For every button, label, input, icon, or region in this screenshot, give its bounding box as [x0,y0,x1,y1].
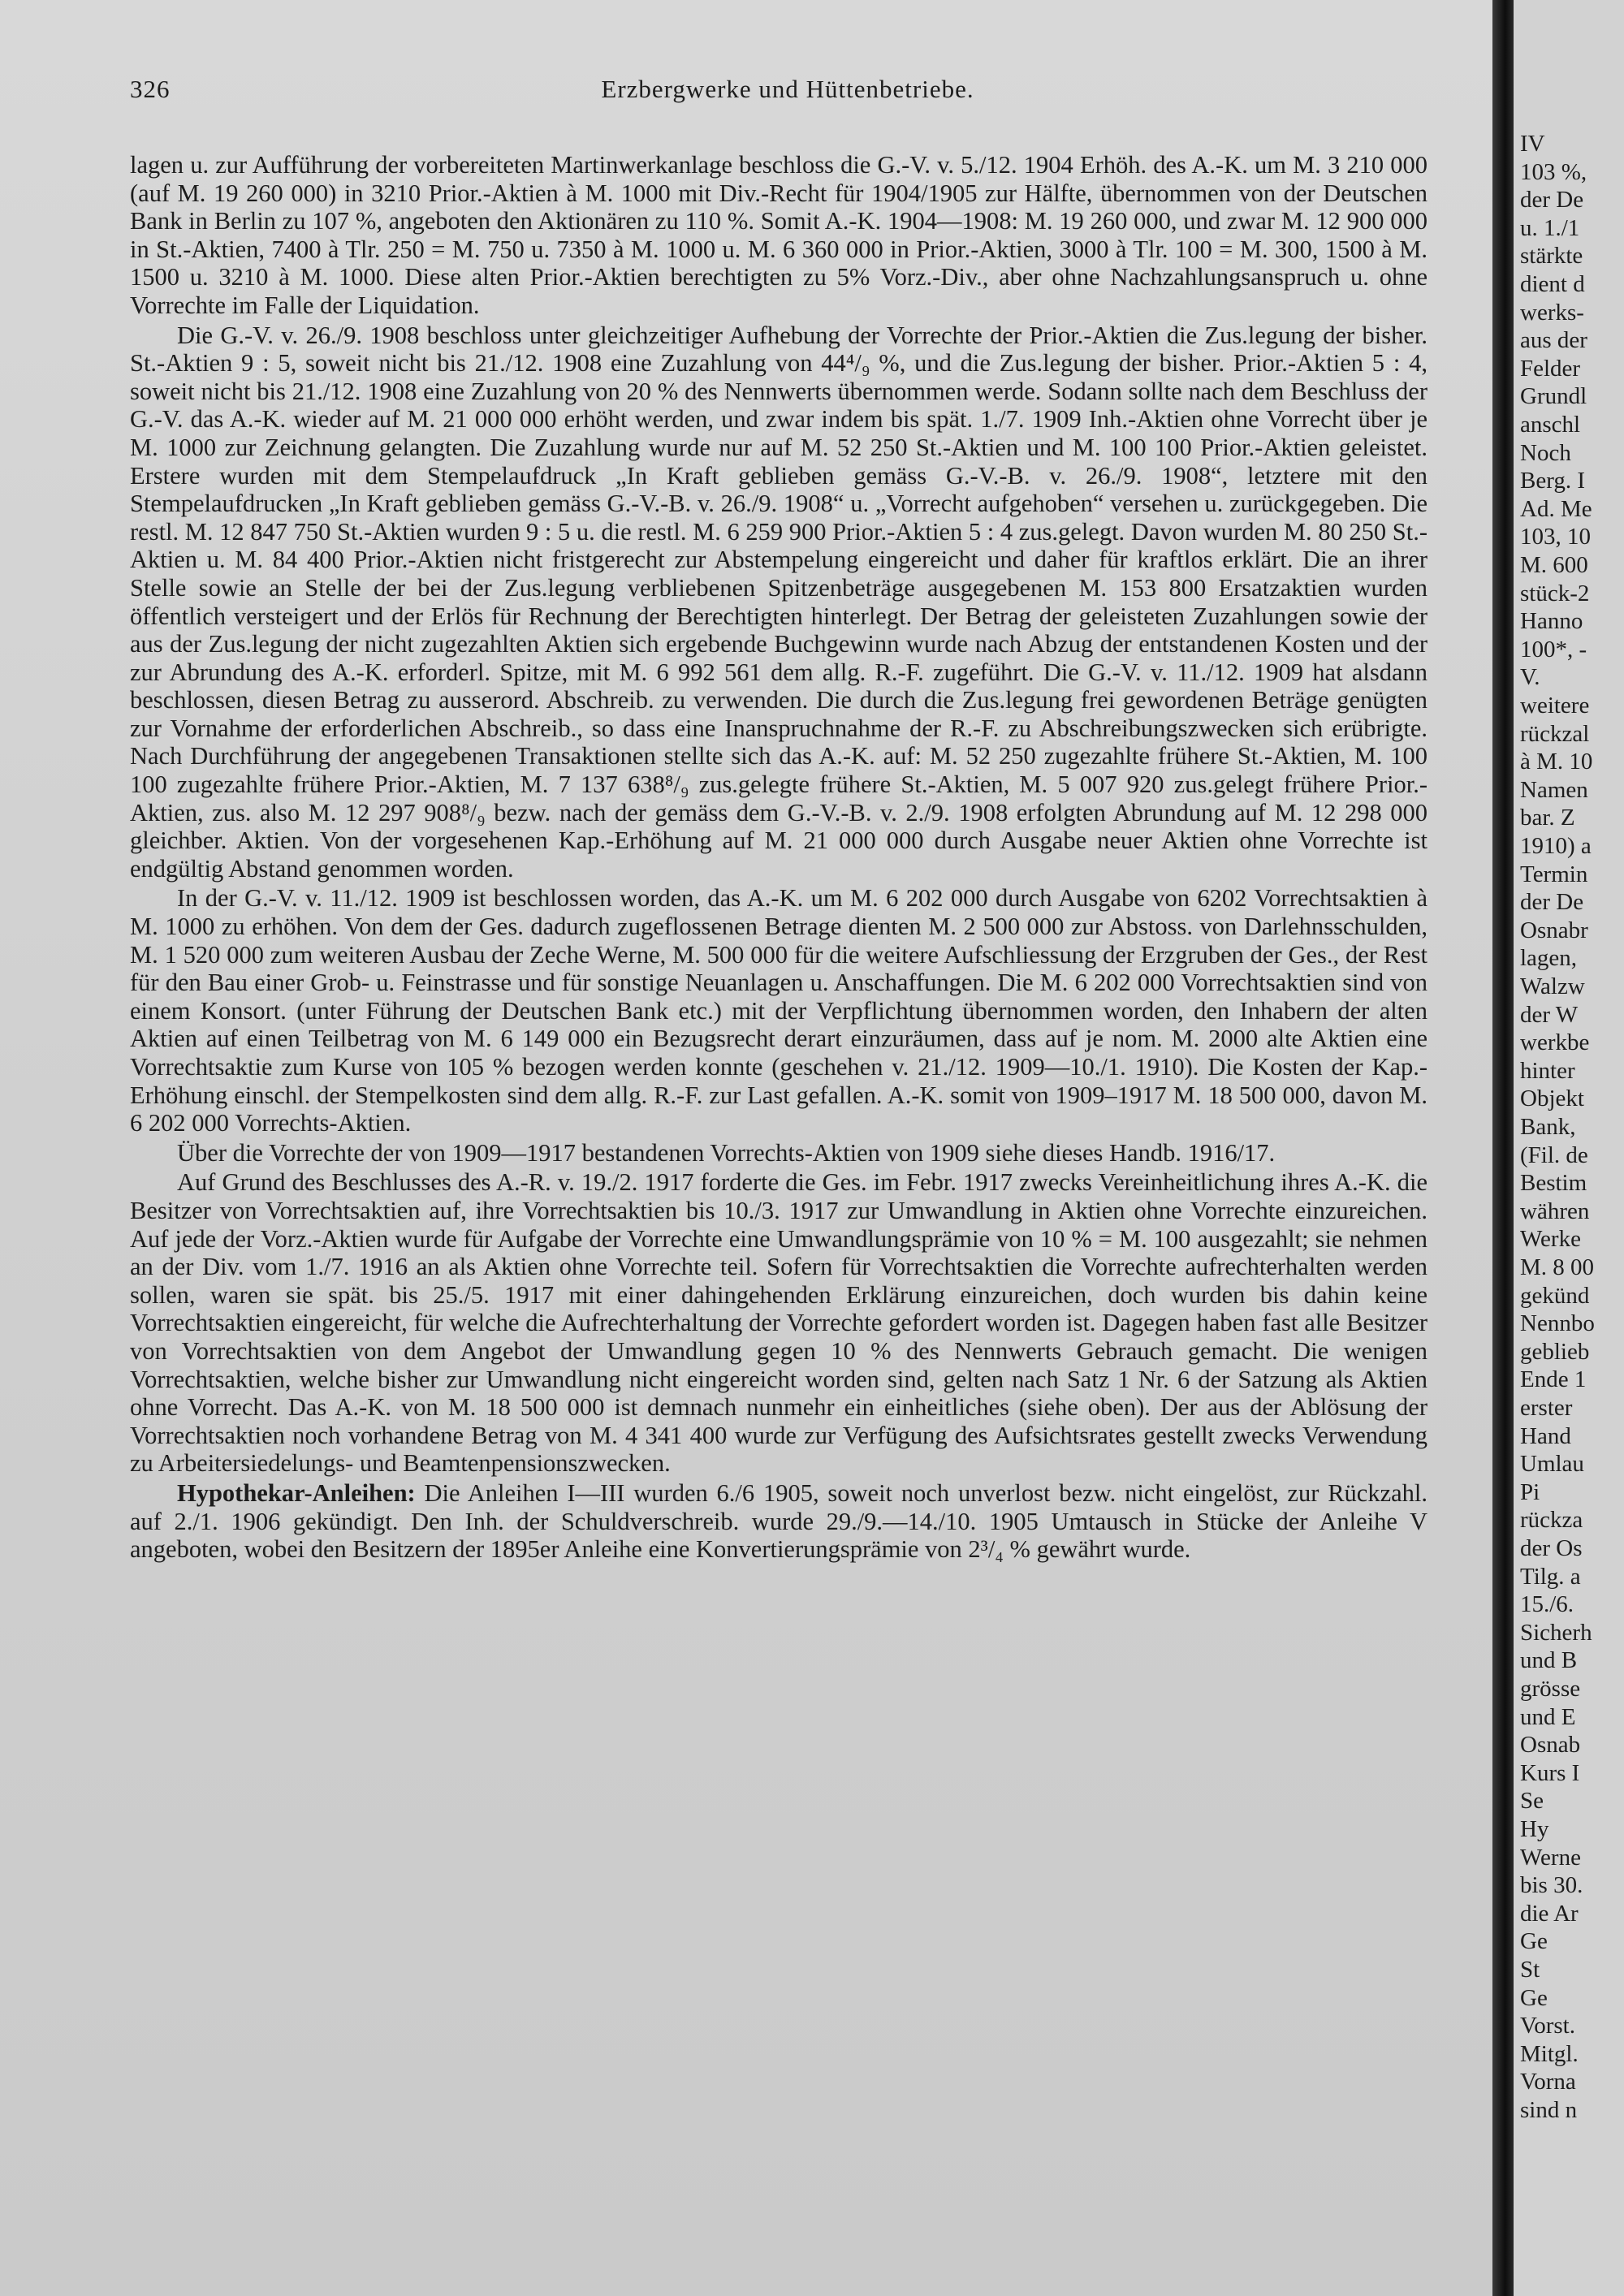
adjacent-line: Hy [1520,1816,1549,1842]
paragraph-gv-1909 [130,884,1427,1137]
adjacent-line: währen [1520,1198,1590,1224]
adjacent-line: und E [1520,1703,1576,1730]
paragraph-text: Auf Grund des Beschlusses des A.-R. v. 19./2. 1917 forderte die Ges. im Febr. 1917 zwecks Vereinheitlichung ihres A.-K. die Besitzer von Vorrechtsaktien auf, ihre Vorrechtsaktien bis 10./3. 1917 zur Umwandlung in Aktien ohne Vorrechte einzureichen. Auf jede der Vorz.-Aktien wurde für Aufgabe der Vorrechte eine Umwandlungsprämie von 10 % = M. 100 ausgezahlt; sie nehmen an der Div. vom 1./7. 1916 an als Aktien ohne Vorrechte teil. Sofern für Vorrechtsaktien die Vorrechte aufrechterhalten werden sollen, waren sie spät. bis 25./5. 1917 mit einer dahingehenden Erklärung einzureichen, doch wurden bis dahin keine Vorrechtsaktien eingereicht, für welche die Aufrechterhaltung der Vorrechte gefordert worden ist. Dagegen haben fast alle Besitzer von Vorrechtsaktien von dem Angebot der Umwandlung gegen 10 % des Nennwerts Gebrauch gemacht. Die wenigen Vorrechtsaktien, welche bisher zur Umwandlung nicht eingereicht worden sind, gelten nach Satz 1 Nr. 6 der Satzung als Aktien ohne Vorrecht. Das A.-K. von M. 18 500 000 ist demnach nunmehr ein einheitliches (siehe oben). Der aus der Ablösung der Vorrechtsaktien noch vorhandene Betrag von M. 4 341 400 wurde zur Verfügung des Aufsichtsrates gestellt zwecks Verwendung zu Arbeitersiedelungs- und Beamtenpensionszwecken. [130,1168,1427,1478]
adjacent-line: 103, 10 [1520,524,1591,550]
adjacent-line: u. 1./1 [1520,214,1580,241]
adjacent-line: Ad. Me [1520,495,1592,522]
paragraph-text: In der G.-V. v. 11./12. 1909 ist beschlossen worden, das A.-K. um M. 6 202 000 durch Ausgabe von 6202 Vorrechtsaktien à M. 1000 zu erhöhen. Von dem der Ges. dadurch zugeflossenen Betrage dienten M. 2 500 000 zur Abstoss. von Darlehnsschulden, M. 1 520 000 zum weiteren Ausbau der Zeche Werne, M. 500 000 für die weitere Aufschliessung der Erzgruben der Ges., der Rest für den Bau einer Grob- u. Feinstrasse und für sonstige Neuanlagen u. Anschaffungen. Die M. 6 202 000 Vorrechtsaktien sind von einem Konsort. (unter Führung der Deutschen Bank etc.) mit der Verpflichtung übernommen worden, den Inhabern der alten Aktien auf einen Teilbetrag von M. 6 149 000 ein Bezugsrecht derart einzuräumen, dass auf je nom. M. 2000 alte Aktien eine Vorrechtsaktie zum Kurse von 105 % bezogen werden konnte (geschehen v. 21./12. 1909—10./1. 1910). Die Kosten der Kap.-Erhöhung einschl. der Stempelkosten sind dem allg. R.-F. zur Last gefallen. A.-K. somit von 1909–1917 M. 18 500 000, davon M. 6 202 000 Vorrechts-Aktien. [130,884,1427,1137]
adjacent-line: hinter [1520,1057,1575,1084]
adjacent-line: Noch [1520,439,1571,466]
adjacent-line: Objekt [1520,1085,1584,1112]
adjacent-line: Ge [1520,1984,1548,2011]
book-gutter [1492,0,1514,2296]
adjacent-line: lagen, [1520,945,1578,972]
adjacent-line: bis 30. [1520,1872,1583,1899]
adjacent-line: aus der [1520,327,1587,354]
adjacent-line: Berg. I [1520,468,1586,494]
adjacent-line: anschl [1520,412,1581,438]
paragraph-text: Über die Vorrechte der von 1909—1917 bestandenen Vorrechts-Aktien von 1909 siehe dieses Handb. 1916/17. [177,1138,1276,1167]
adjacent-line: St [1520,1957,1540,1983]
adjacent-line: erster [1520,1395,1573,1421]
adjacent-line: Felder [1520,355,1581,382]
adjacent-line: Vorna [1520,2069,1576,2095]
adjacent-line: die Ar [1520,1900,1579,1927]
adjacent-line: Bank, [1520,1114,1576,1140]
paragraph-text: lagen u. zur Aufführung der vorbereiteten Martinwerkanlage beschloss die G.-V. v. 5./12. 1904 Erhöh. des A.-K. um M. 3 210 000 (auf M. 19 260 000) in 3210 Prior.-Aktien à M. 1000 mit Div.-Recht für 1904/1905 zur Hälfte, übernommen von der Deutschen Bank in Berlin zu 107 %, angeboten den Aktionären zu 110 %. Somit A.-K. 1904—1908: M. 19 260 000, und zwar M. 12 900 000 in St.-Aktien, 7400 à Tlr. 250 = M. 750 u. 7350 à M. 1000 u. M. 6 360 000 in Prior.-Aktien, 3000 à Tlr. 100 = M. 300, 1500 à M. 1500 u. 3210 à M. 1000. Diese alten Prior.-Aktien berechtigten zu 5% Vorz.-Div., aber ohne Nachzahlungsanspruch u. ohne Vorrechte im Falle der Liquidation. [130,151,1427,319]
adjacent-line: und B [1520,1647,1578,1674]
adjacent-line: Hand [1520,1422,1571,1449]
adjacent-line: Osnab [1520,1732,1581,1759]
adjacent-line: 100*, - [1520,636,1587,662]
adjacent-line: Termin [1520,861,1588,887]
adjacent-line: IV [1520,131,1545,157]
adjacent-line: weitere [1520,693,1590,719]
paragraph-gv-1908 [130,322,1427,883]
adjacent-line: bar. Z [1520,805,1575,831]
paragraph-text: Die Anleihen I—III wurden 6./6 1905, soweit noch unverlost bezw. nicht eingelöst, zur Rückzahl. auf 2./1. 1906 gekündigt. Den Inh. der Schuldverschreib. wurde 29./9.—14./10. 1905 Umtausch in Stücke der Anleihe V angeboten, wobei den Besitzern der 1895er Anleihe eine Konvertierungsprämie von 2³/₄ % gewährt wurde. [130,1478,1427,1564]
adjacent-line: 15./6. [1520,1591,1574,1618]
adjacent-line: Umlau [1520,1451,1584,1478]
adjacent-line: Bestim [1520,1170,1587,1197]
adjacent-line: rückza [1520,1507,1583,1534]
adjacent-line: M. 8 00 [1520,1254,1595,1280]
adjacent-line: stück-2 [1520,580,1590,606]
adjacent-line: Vorst. [1520,2013,1575,2039]
adjacent-line: Werke [1520,1226,1581,1253]
adjacent-line: der Os [1520,1535,1583,1561]
body-text [130,151,1427,1565]
page-number: 326 [130,75,171,103]
adjacent-line: Werne [1520,1844,1581,1871]
adjacent-line: à M. 10 [1520,749,1593,775]
running-title: Erzbergwerke und Hüttenbetriebe. [601,75,974,103]
paragraph-ar-1917 [130,1168,1427,1478]
adjacent-line: Sicherh [1520,1619,1592,1646]
adjacent-line: sind n [1520,2097,1578,2123]
adjacent-line: Grundl [1520,383,1587,410]
adjacent-line: M. 600 [1520,552,1588,578]
adjacent-line: Se [1520,1788,1544,1815]
adjacent-line: 103 %, [1520,158,1587,185]
adjacent-line: stärkte [1520,243,1583,270]
adjacent-line: Tilg. a [1520,1563,1581,1590]
adjacent-line: Mitgl. [1520,2040,1579,2067]
adjacent-line: der De [1520,889,1584,916]
adjacent-line: Pi [1520,1478,1540,1505]
adjacent-line: 1910) a [1520,833,1592,859]
paragraph-hypothekar-anleihen [130,1479,1427,1564]
adjacent-line: der W [1520,1001,1579,1028]
paragraph-text: Die G.-V. v. 26./9. 1908 beschloss unter gleichzeitiger Aufhebung der Vorrechte der Prior.-Aktien die Zus.legung der bisher. St.-Aktien 9 : 5, soweit nicht bis 21./12. 1908 eine Zuzahlung von 44⁴/₉ %, und die Zus.legung der bisher. Prior.-Aktien 5 : 4, soweit nicht bis 21./12. 1908 eine Zuzahlung von 20 % des Nennwerts übernommen werde. Sodann sollte nach dem Beschluss der G.-V. das A.-K. wieder auf M. 21 000 000 erhöht werden, und zwar indem bis spät. 1./7. 1909 Inh.-Aktien ohne Vorrecht über je M. 1000 zur Zeichnung gelangten. Die Zuzahlung wurde nur auf M. 52 250 St.-Aktien und M. 100 100 Prior.-Aktien geleistet. Erstere wurden mit dem Stempelaufdruck „In Kraft geblieben gemäss G.-V.-B. v. 26./9. 1908“, letztere mit den Stempelaufdrucken „In Kraft geblieben gemäss G.-V.-B. v. 26./9. 1908“ u. „Vorrecht aufgehoben“ versehen u. zurückgegeben. Die restl. M. 12 847 750 St.-Aktien wurden 9 : 5 u. die restl. M. 6 259 900 Prior.-Aktien 5 : 4 zus.gelegt. Davon wurden M. 80 250 St.-Aktien u. M. 84 400 Prior.-Aktien nicht fristgerecht zur Abstempelung eingereicht und daher für kraftlos erklärt. Die an ihrer Stelle sowie an Stelle der bei der Zus.legung verbliebenen Spitzenbeträge ausgegebenen M. 153 800 Ersatzaktien wurden öffentlich versteigert und der Erlös für Rechnung der Berechtigten hinterlegt. Der Betrag der geleisteten Zuzahlungen sowie der aus der Zus.legung der nicht zugezahlten Aktien sich ergebende Buchgewinn wurde nach Abzug der entstandenen Kosten und der zur Abrundung des A.-K. erforderl. Spitze, mit M. 6 992 561 dem allg. R.-F. zugeführt. Die G.-V. v. 11./12. 1909 hat alsdann beschlossen, diesen Betrag zu ausserord. Abschreib. zu verwenden. Die durch die Zus.legung frei gewordenen Beträge genügten zur Vornahme der erforderlichen Abschreib., so dass eine Inanspruchnahme der R.-F. zu Abschreibungszwecken sich erübrigte. Nach Durchführung der angegebenen Transaktionen stellte sich das A.-K. auf: M. 52 250 zugezahlte frühere St.-Aktien, M. 100 100 zugezahlte frühere Prior.-Aktien, M. 7 137 638⁸/₉ zus.gelegte frühere St.-Aktien, M. 5 007 920 zus.gelegt frühere Prior.-Aktien, zus. also M. 12 297 908⁸/₉ bezw. nach der gemäss dem G.-V.-B. v. 2./9. 1908 erfolgten Abrundung auf M. 12 298 000 gleichber. Aktien. Von der vorgesehenen Kap.-Erhöhung auf M. 21 000 000 durch Ausgabe neuer Aktien ohne Vorrechte ist endgültig Abstand genommen worden. [130,321,1427,883]
adjacent-line: Nennbo [1520,1310,1595,1337]
adjacent-line: Ge [1520,1928,1548,1955]
adjacent-line: gekünd [1520,1282,1590,1309]
adjacent-line: V. [1520,664,1540,691]
adjacent-line: Ende 1 [1520,1366,1587,1393]
adjacent-line: Hanno [1520,608,1583,635]
adjacent-line: der De [1520,187,1584,214]
section-heading: Hypothekar-Anleihen: [177,1478,416,1507]
page-header [130,75,1445,112]
adjacent-line: werkbe [1520,1029,1590,1056]
paragraph-vorrechte-reference [130,1139,1427,1167]
adjacent-line: werks- [1520,299,1584,326]
adjacent-line: grösse [1520,1676,1581,1702]
adjacent-line: rückzal [1520,720,1590,747]
adjacent-line: Walzw [1520,973,1585,999]
adjacent-line: dient d [1520,271,1585,297]
adjacent-line: geblieb [1520,1338,1590,1365]
adjacent-line: Osnabr [1520,917,1588,943]
adjacent-line: (Fil. de [1520,1142,1588,1168]
paragraph-capital-increase-1904 [130,151,1427,320]
adjacent-page-strip [1514,0,1624,2296]
adjacent-line: Namen [1520,776,1588,803]
adjacent-line: Kurs I [1520,1759,1580,1786]
